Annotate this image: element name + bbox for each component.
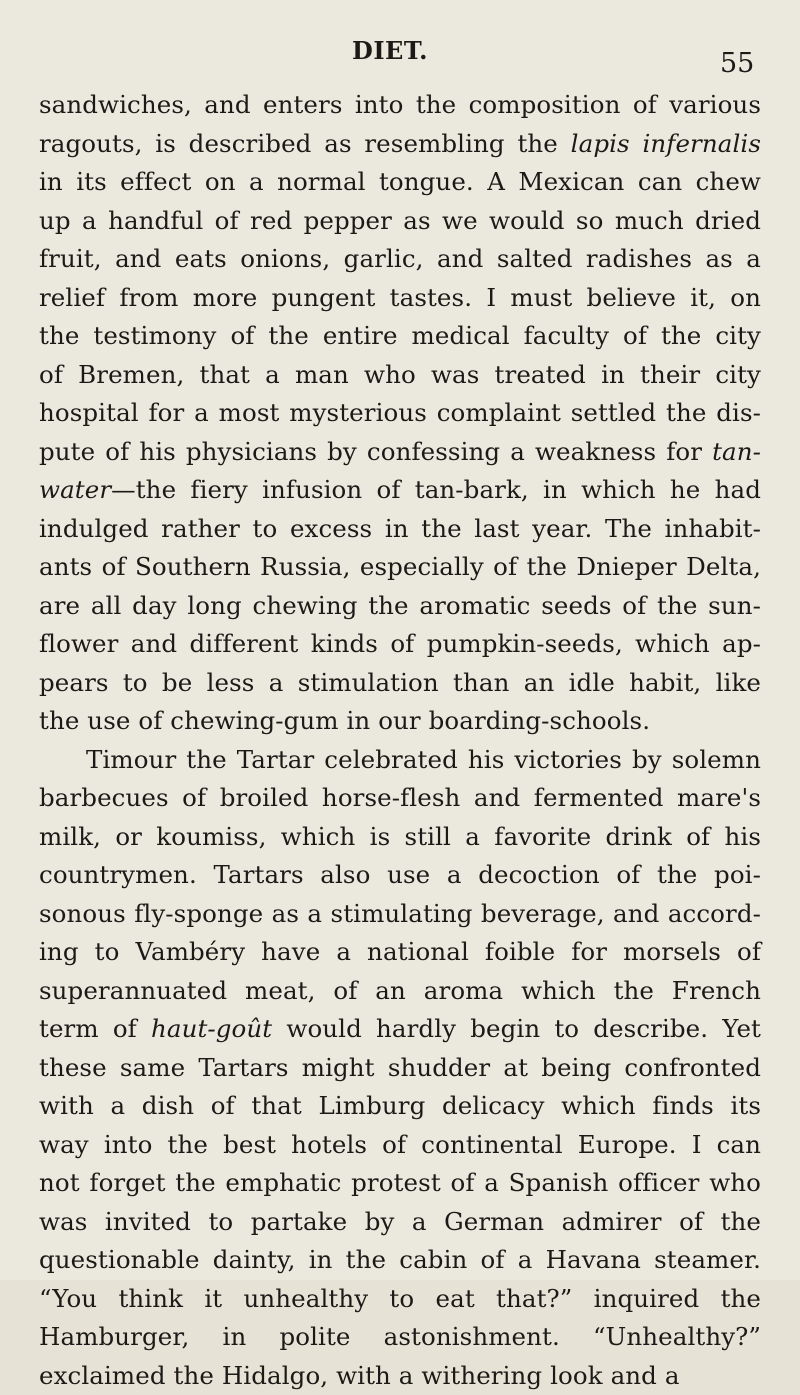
text-line	[39, 510, 761, 549]
text-segment: would hardly begin to describe. Yet	[272, 1014, 761, 1043]
text-segment: questionable dainty, in the cabin of a Havana steamer.	[39, 1245, 761, 1274]
text-line	[39, 86, 761, 125]
text-segment: are all day long chewing the aromatic seeds of the sun-	[39, 591, 761, 620]
text-line	[39, 1010, 761, 1049]
text-line	[39, 163, 761, 202]
page-number: 55	[720, 48, 754, 79]
text-segment: superannuated meat, of an aroma which the French	[39, 976, 761, 1005]
text-segment: pears to be less a stimulation than an idle habit, like	[39, 668, 761, 697]
text-segment: way into the best hotels of continental Europe. I can	[39, 1130, 761, 1159]
text-segment: sonous fly-sponge as a stimulating beverage, and accord-	[39, 899, 761, 928]
text-segment: fruit, and eats onions, garlic, and salted radishes as a	[39, 244, 761, 273]
text-line	[39, 1203, 761, 1242]
text-segment: ants of Southern Russia, especially of the Dnieper Delta,	[39, 552, 761, 581]
text-line	[39, 240, 761, 279]
text-line	[39, 972, 761, 1011]
text-segment: exclaimed the Hidalgo, with a withering look and a	[39, 1361, 680, 1390]
text-segment: —the fiery infusion of tan-bark, in which he had	[111, 475, 761, 504]
text-line	[39, 895, 761, 934]
text-line	[39, 702, 761, 741]
text-segment: hospital for a most mysterious complaint settled the dis-	[39, 398, 761, 427]
text-segment: was invited to partake by a German admirer of the	[39, 1207, 761, 1236]
text-segment: flower and different kinds of pumpkin-seeds, which ap-	[39, 629, 761, 658]
text-segment: indulged rather to excess in the last year. The inhabit-	[39, 514, 761, 543]
italic-text: tan-	[712, 437, 761, 466]
text-line	[39, 1280, 761, 1319]
text-line	[39, 548, 761, 587]
text-line	[39, 1318, 761, 1357]
text-line	[39, 779, 761, 818]
text-segment: term of	[39, 1014, 151, 1043]
page-header	[0, 36, 800, 76]
text-line	[39, 1087, 761, 1126]
italic-text: water	[39, 475, 111, 504]
text-segment: countrymen. Tartars also use a decoction of the poi-	[39, 860, 761, 889]
text-segment: sandwiches, and enters into the composition of various	[39, 90, 761, 119]
text-line	[39, 471, 761, 510]
text-line	[39, 664, 761, 703]
text-line	[39, 1357, 761, 1395]
text-line	[39, 125, 761, 164]
italic-text: haut-goût	[151, 1014, 272, 1043]
text-segment: Hamburger, in polite astonishment. “Unhealthy?”	[39, 1322, 761, 1351]
text-segment: in its effect on a normal tongue. A Mexican can chew	[39, 167, 761, 196]
text-line	[39, 1126, 761, 1165]
text-segment: up a handful of red pepper as we would so much dried	[39, 206, 761, 235]
body-text	[39, 86, 761, 1395]
text-segment: milk, or koumiss, which is still a favorite drink of his	[39, 822, 761, 851]
text-segment: ragouts, is described as resembling the	[39, 129, 571, 158]
text-segment: the testimony of the entire medical faculty of the city	[39, 321, 761, 350]
running-head: DIET.	[352, 36, 428, 65]
text-segment: relief from more pungent tastes. I must believe it, on	[39, 283, 761, 312]
text-line	[39, 856, 761, 895]
text-line	[39, 587, 761, 626]
text-line	[39, 433, 761, 472]
text-line	[39, 356, 761, 395]
text-segment: not forget the emphatic protest of a Spanish officer who	[39, 1168, 761, 1197]
text-segment: “You think it unhealthy to eat that?” inquired the	[39, 1284, 761, 1313]
text-line	[39, 818, 761, 857]
text-segment: pute of his physicians by confessing a weakness for	[39, 437, 712, 466]
text-segment: barbecues of broiled horse-flesh and fermented mare's	[39, 783, 761, 812]
text-line	[39, 394, 761, 433]
text-line	[39, 1049, 761, 1088]
text-line	[39, 279, 761, 318]
text-segment: the use of chewing-gum in our boarding-schools.	[39, 706, 650, 735]
text-line	[39, 1241, 761, 1280]
text-line	[39, 741, 761, 780]
text-line	[39, 1164, 761, 1203]
text-segment: with a dish of that Limburg delicacy which finds its	[39, 1091, 761, 1120]
text-segment: ing to Vambéry have a national foible for morsels of	[39, 937, 761, 966]
text-line	[39, 625, 761, 664]
text-segment: of Bremen, that a man who was treated in their city	[39, 360, 761, 389]
text-line	[39, 933, 761, 972]
text-segment: these same Tartars might shudder at being confronted	[39, 1053, 761, 1082]
text-line	[39, 317, 761, 356]
italic-text: lapis infernalis	[571, 129, 761, 158]
text-segment: Timour the Tartar celebrated his victories by solemn	[86, 745, 761, 774]
text-line	[39, 202, 761, 241]
